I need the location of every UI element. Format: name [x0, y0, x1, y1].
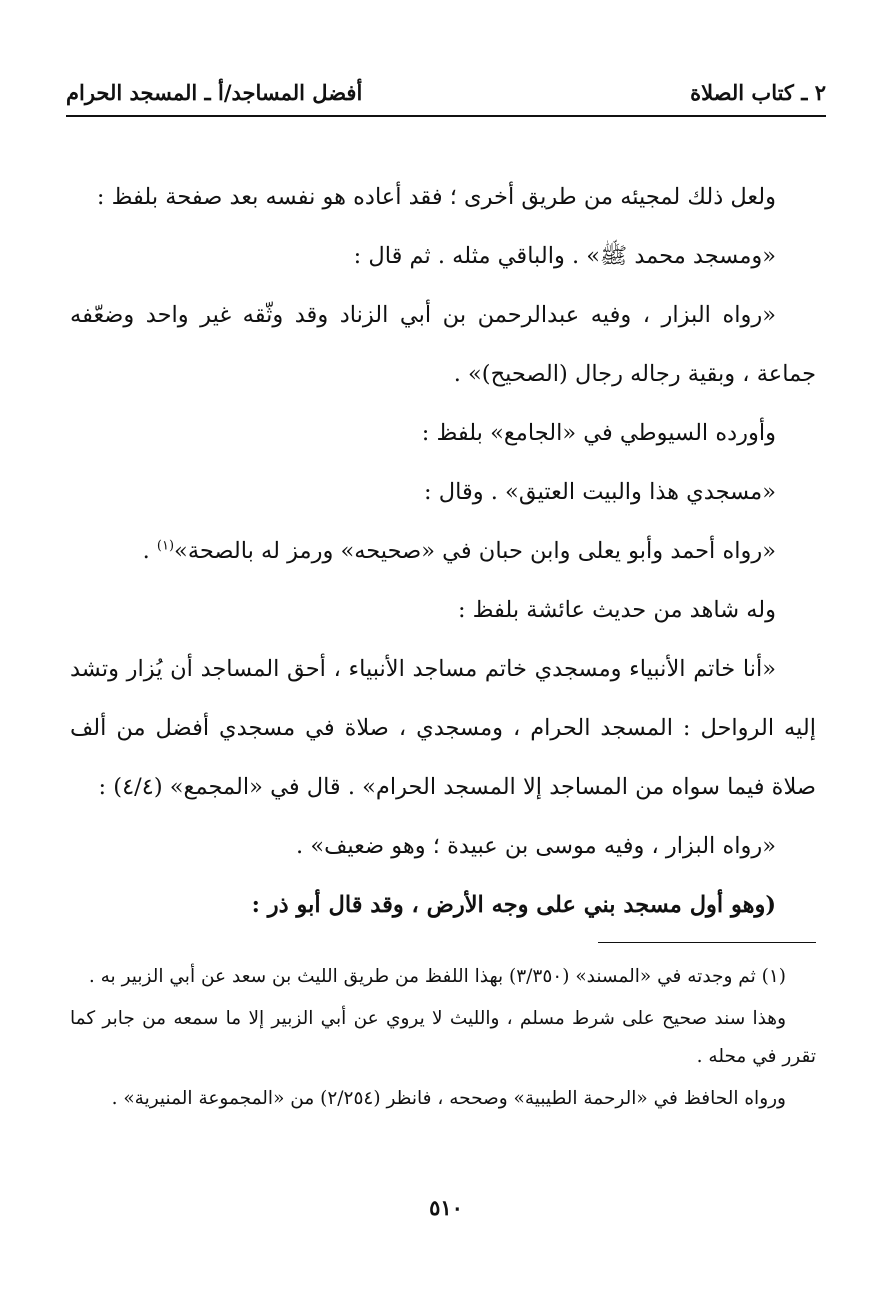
footnote-1: (١) ثم وجدته في «المسند» (٣/٣٥٠) بهذا اللفظ من طريق الليث بن سعد عن أبي الزبير به .: [88, 966, 786, 987]
main-text: [70, 168, 816, 935]
paragraph-3: «رواه البزار ، وفيه عبدالرحمن بن أبي الزناد وقد وثّقه غير واحد وضعّفه جماعة ، وبقية رجاله رجال (الصحيح)» .: [70, 302, 816, 387]
header-rule: [66, 115, 826, 117]
paragraph-5: «مسجدي هذا والبيت العتيق» . وقال :: [424, 479, 776, 505]
footnote-marker: (١): [156, 538, 175, 554]
paragraph-1: ولعل ذلك لمجيئه من طريق أخرى ؛ فقد أعاده هو نفسه بعد صفحة بلفظ :: [96, 184, 776, 210]
page-number: ٥١٠: [429, 1195, 463, 1220]
paragraph-8: «أنا خاتم الأنبياء ومسجدي خاتم مساجد الأنبياء ، أحق المساجد أن يُزار وتشد إليه الرواحل : المسجد الحرام ، ومسجدي ، صلاة في مسجدي أفضل من ألف صلاة فيما سواه من المساجد إلا المسجد الحرام» . قال في «المجمع» (٤/٤) :: [70, 656, 816, 800]
footnote-2: وهذا سند صحيح على شرط مسلم ، والليث لا يروي عن أبي الزبير إلا ما سمعه من جابر كما تقرر في محله .: [70, 1008, 816, 1067]
paragraph-10: (وهو أول مسجد بني على وجه الأرض ، وقد قال أبو ذر :: [251, 892, 776, 918]
footnote-3: ورواه الحافظ في «الرحمة الطيبية» وصححه ، فانظر (٢/٢٥٤) من «المجموعة المنيرية» .: [111, 1088, 786, 1109]
paragraph-6-end: .: [142, 538, 157, 564]
section-title: أفضل المساجد/أ ـ المسجد الحرام: [66, 79, 363, 105]
footnote-rule: [598, 942, 816, 943]
chapter-title: ٢ ـ كتاب الصلاة: [690, 79, 826, 105]
paragraph-6-text: «رواه أحمد وأبو يعلى وابن حبان في «صحيحه» ورمز له بالصحة»: [174, 538, 776, 564]
paragraph-2: «ومسجد محمد ﷺ» . والباقي مثله . ثم قال :: [353, 243, 776, 269]
footnotes: [70, 958, 816, 1122]
running-header: [66, 72, 826, 112]
paragraph-7: وله شاهد من حديث عائشة بلفظ :: [457, 597, 776, 623]
paragraph-4: وأورده السيوطي في «الجامع» بلفظ :: [421, 420, 776, 446]
paragraph-9: «رواه البزار ، وفيه موسى بن عبيدة ؛ وهو ضعيف» .: [296, 833, 776, 859]
paragraph-6: [70, 522, 816, 581]
